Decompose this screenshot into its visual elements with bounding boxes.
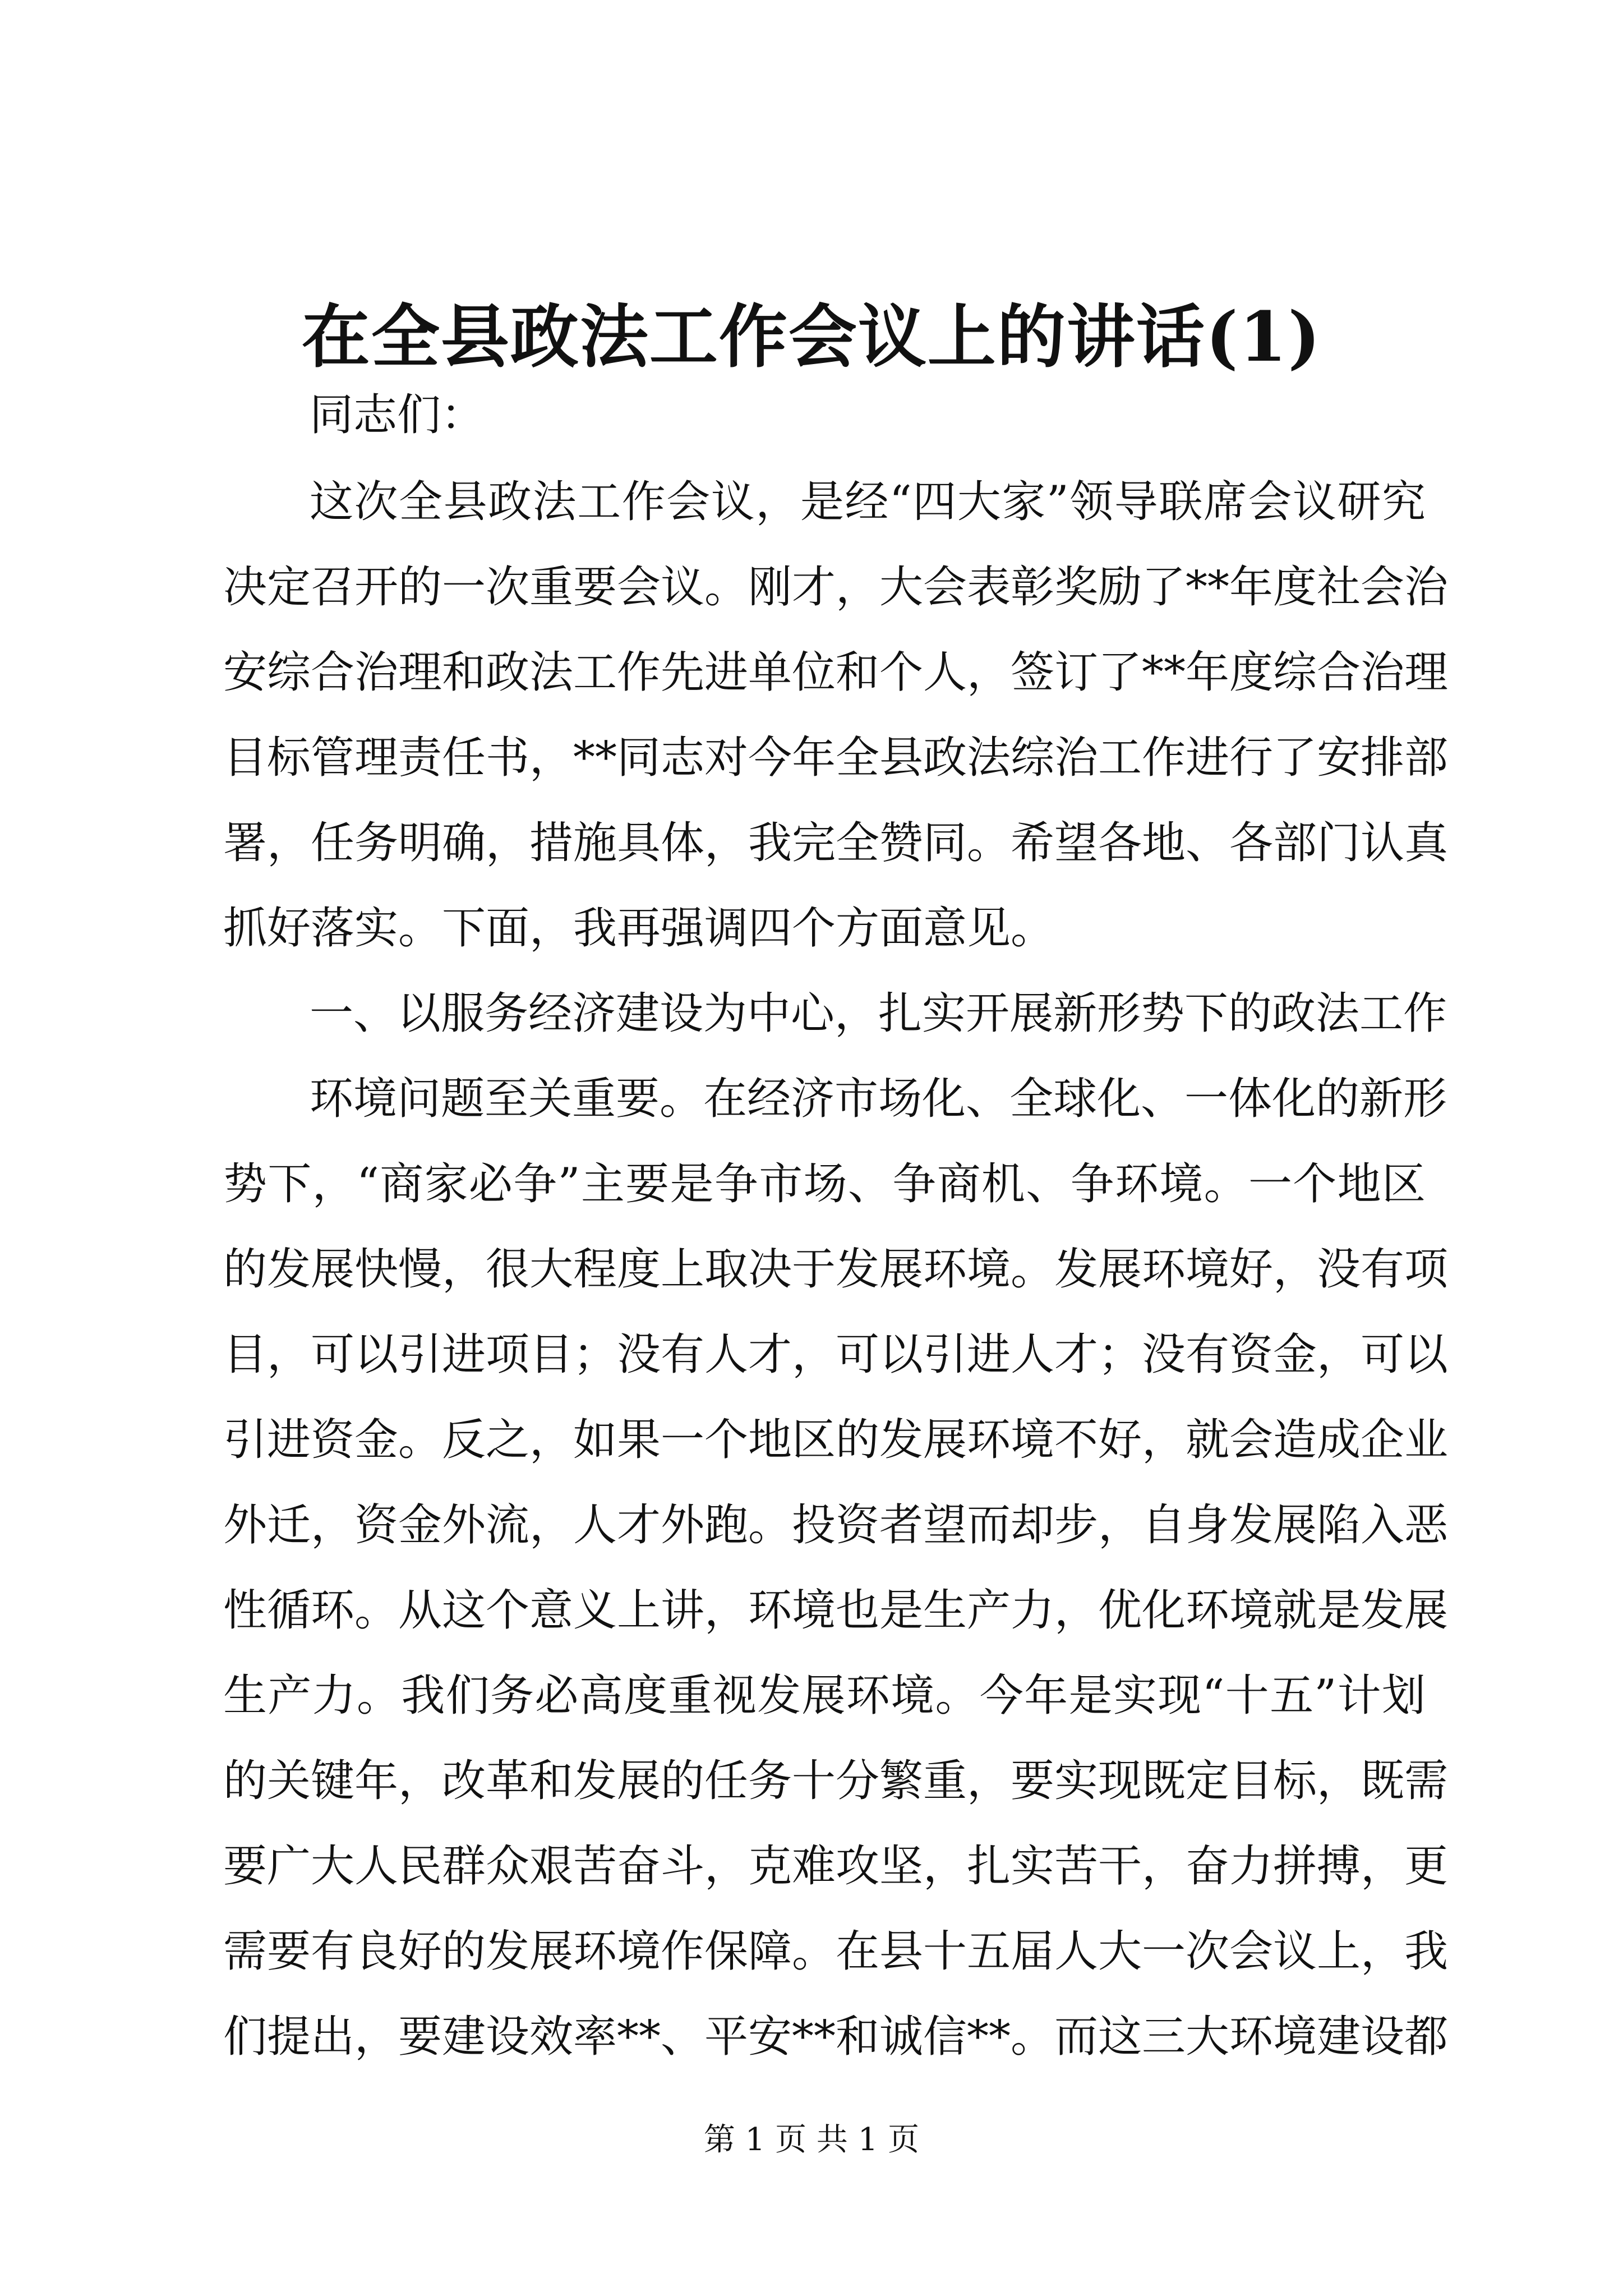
paragraph-line: 目，可以引进项目；没有人才，可以引进人才；没有资金，可以 <box>223 1329 1449 1380</box>
paragraph-line: 引进资金。反之，如果一个地区的发展环境不好，就会造成企业 <box>223 1415 1449 1465</box>
paragraph-line: 势下，“商家必争”主要是争市场、争商机、争环境。一个地区 <box>223 1159 1426 1209</box>
paragraph-line: 目标管理责任书，**同志对今年全县政法综治工作进行了安排部 <box>223 733 1449 783</box>
document-title: 在全县政法工作会议上的讲话(1) <box>301 296 1322 377</box>
paragraph-line: 决定召开的一次重要会议。刚才，大会表彰奖励了**年度社会治 <box>223 562 1449 613</box>
paragraph-line: 环境问题至关重要。在经济市场化、全球化、一体化的新形 <box>310 1074 1447 1124</box>
paragraph-line: 这次全县政法工作会议，是经“四大家”领导联席会议研究 <box>310 477 1426 527</box>
paragraph-line: 性循环。从这个意义上讲，环境也是生产力，优化环境就是发展 <box>223 1585 1449 1636</box>
paragraph-line: 的关键年，改革和发展的任务十分繁重，要实现既定目标，既需 <box>223 1756 1449 1806</box>
paragraph-line: 抓好落实。下面，我再强调四个方面意见。 <box>223 903 1055 954</box>
paragraph-line: 安综合治理和政法工作先进单位和个人，签订了**年度综合治理 <box>223 647 1449 698</box>
paragraph-line: 要广大人民群众艰苦奋斗，克难攻坚，扎实苦干，奋力拼搏，更 <box>223 1841 1449 1892</box>
paragraph-line: 的发展快慢，很大程度上取决于发展环境。发展环境好，没有项 <box>223 1244 1449 1295</box>
paragraph-line: 生产力。我们务必高度重视发展环境。今年是实现“十五”计划 <box>223 1671 1426 1721</box>
greeting: 同志们： <box>310 390 485 440</box>
paragraph-line: 署，任务明确，措施具体，我完全赞同。希望各地、各部门认真 <box>223 818 1449 868</box>
paragraph-line: 们提出，要建设效率**、平安**和诚信**。而这三大环境建设都 <box>223 2012 1449 2062</box>
paragraph-line: 外迁，资金外流，人才外跑。投资者望而却步，自身发展陷入恶 <box>223 1500 1449 1550</box>
page-footer: 第 1 页 共 1 页 <box>703 2122 920 2158</box>
section-heading: 一、以服务经济建设为中心，扎实开展新形势下的政法工作 <box>310 988 1447 1039</box>
paragraph-line: 需要有良好的发展环境作保障。在县十五届人大一次会议上，我 <box>223 1926 1449 1977</box>
